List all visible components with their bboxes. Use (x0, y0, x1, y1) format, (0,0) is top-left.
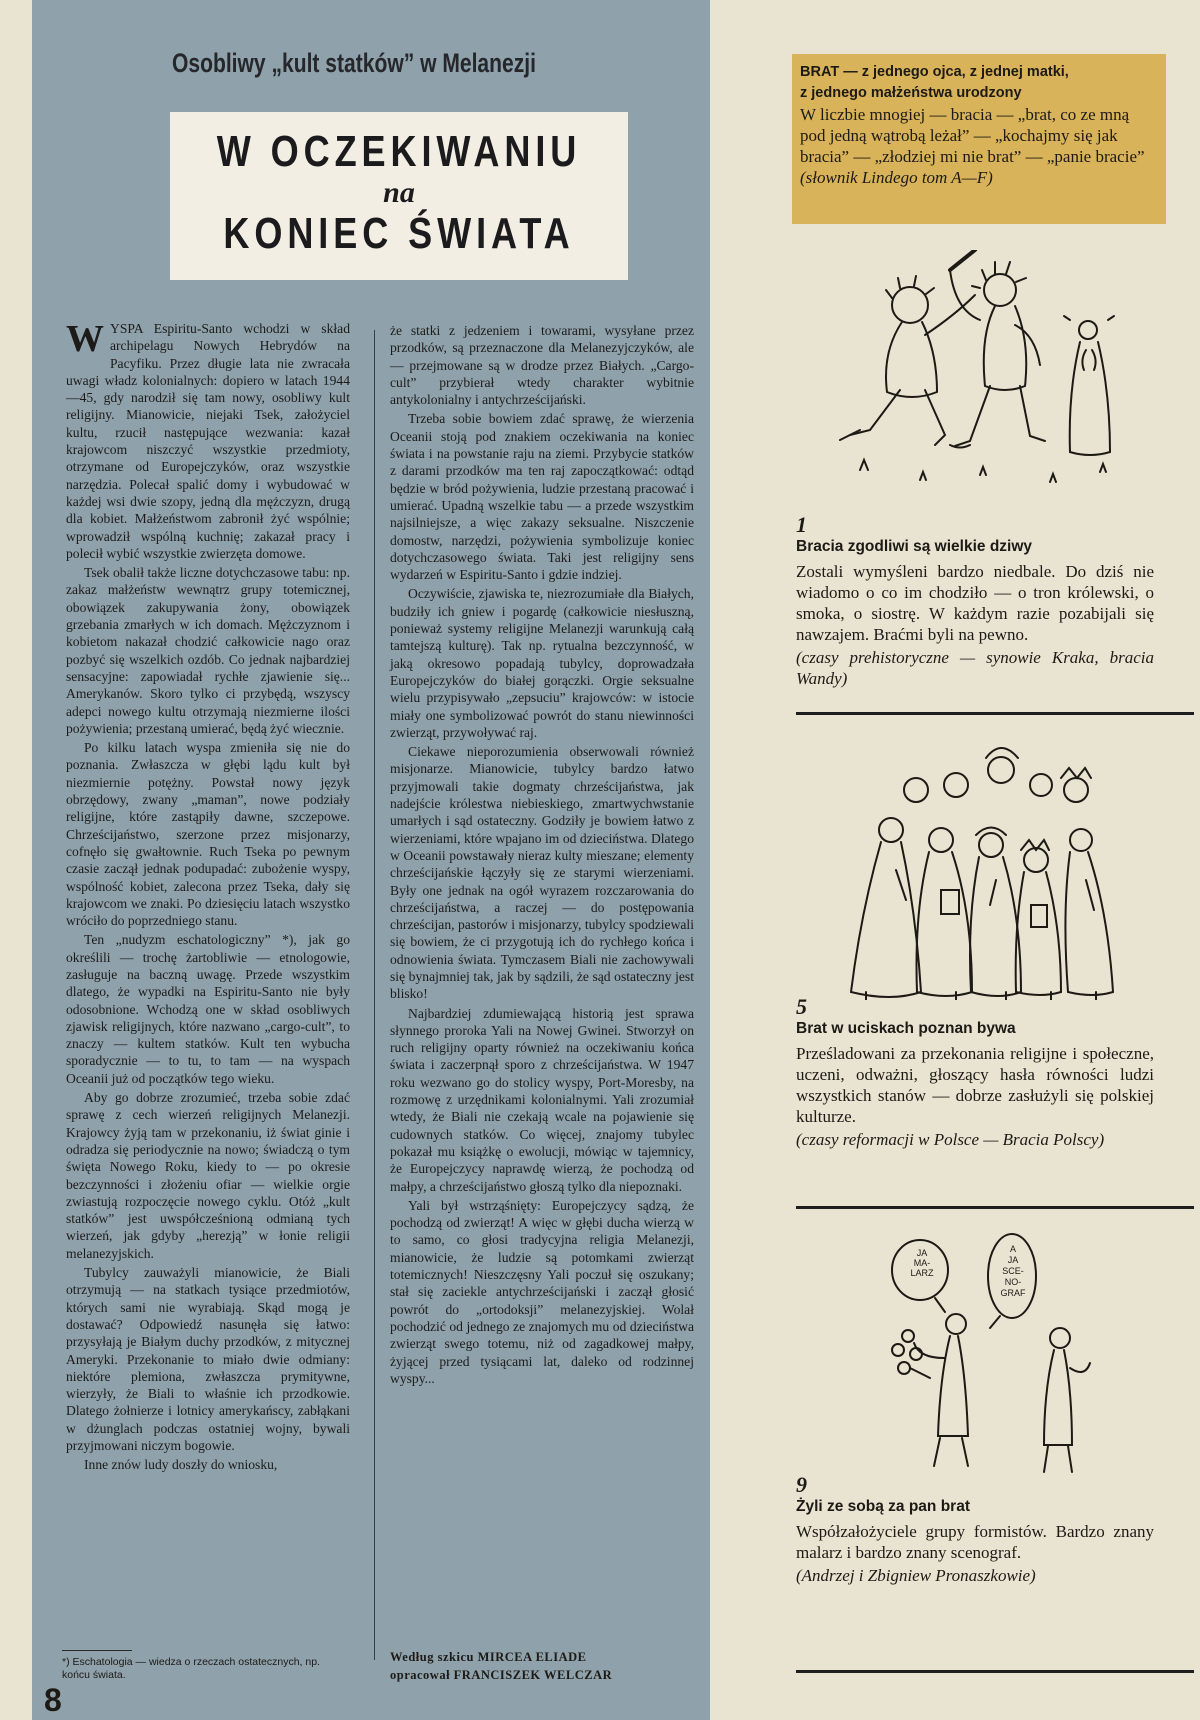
entry-divider (796, 1670, 1194, 1673)
entry-5 (796, 996, 1154, 1150)
article-paragraph: Tsek obalił także liczne dotychczasowe tabu: np. zakaz małżeństw wewnątrz grupy totemicznej, obowiązek zakupywania żony, obowiązek grzebania zmarłych w ich domach. Mężczyznom i kobietom nakazał chodzić całkowicie nago oraz pozbyć się wszelkich ozdób. Co jednak najbardziej sensacyjne: zapowiadał rychłe zjawienie się... Amerykanów. Skoro tylko ci przybędą, wszyscy adepci nowego kultu otrzymają niezmierne ilości pożywienia; przestaną umierać, będą żyć wiecznie. (66, 565, 350, 736)
speech-bubble-right: A JA SCE- NO- GRAF (1000, 1244, 1026, 1298)
article-paragraph: WYSPA Espiritu-Santo wchodzi w skład archipelagu Nowych Hebrydów na Pacyfiku. Przez długie lata nie zwracała uwagi władz kolonialnych: dopiero w latach 1944—45, gdy narodził się tam nowy, osobliwy kult religijny. Mianowicie, niejaki Tsek, założyciel kultu, rzucił następujące wezwania: kazał krajowcom niszczyć wszystkie przedmioty, otrzymane od Europejczyków, oraz wszystkie narzędzia. Polecał spalić domy i wybudować w każdej wsi dwie szopy, jedną dla mężczyzn, drugą dla kobiet. Małżeństwom zabronił żyć wspólnie; wprowadził wspólną kuchnię; zakazał pracy i polecił wybić wszystkie zwierzęta domowe. (66, 318, 350, 561)
byline-author: Według szkicu MIRCEA ELIADE (390, 1650, 587, 1664)
definition-body: W liczbie mnogiej — bracia — „brat, co ze mną pod jedną wątrobą leżał” — „kochajmy się jak bracia” — „złodziej mi nie brat” — „panie bracie” (800, 105, 1145, 166)
definition-source: (słownik Lindego tom A—F) (800, 168, 993, 187)
entry-heading: Żyli ze sobą za pan brat (796, 1498, 970, 1515)
entry-9 (796, 1474, 1154, 1586)
article-column-2 (390, 322, 694, 1389)
title-na: na (383, 176, 415, 209)
article-kicker: Osobliwy „kult statków” w Melanezji (172, 48, 536, 78)
article-paragraph: Ciekawe nieporozumienia obserwowali również misjonarze. Mianowicie, tubylcy bardzo łatwo przyjmowali takie dogmaty chrześcijaństwa, jak nadejście królestwa niebieskiego, zmartwychwstanie umarłych i sąd ostateczny. Godziły je bowiem łatwo z wierzeniami, które wpajano im od dzieciństwa. Dlatego w Oceanii powstawały nieraz kulty mieszane; elementy chrześcijańskie łączyły się ze starymi wierzeniami. Były one jednak na ogół wyrazem rozczarowania do chrześcijaństwa, a raczej — do postępowania chrześcijan, pastorów i misjonarzy, tubylcy spodziewali się bowiem, że ci przygotują ich do rychłego końca i odnowienia świata. Tymczasem Biali nie zachowywali się bynajmniej tak, jak by sądzili, że sąd ostateczny jest blisko! (390, 744, 694, 1002)
article-paragraph: Inne znów ludy doszły do wniosku, (84, 1457, 278, 1473)
entry-body: Współzałożyciele grupy formistów. Bardzo znany malarz i bardzo znany scenograf. (796, 1522, 1154, 1562)
article-paragraph: Tubylcy zauważyli mianowicie, że Biali otrzymują — na statkach tysiące przedmiotów, których sami nie wyrabiają. Skąd mogą je dostawać? Odpowiedź nasunęła się łatwo: przysyłają je Białym duchy przodków, z mitycznej Ameryki. Przekonanie to miało dwie odmiany: niektóre plemiona, zwłaszcza prymitywne, wierzyły, że Biali to właśnie ich przodkowie. Dlatego żołnierze i lotnicy amerykańscy, zabłąkani w dżunglach podczas ostatniej wojny, bywali przyjmowani niczym bogowie. (66, 1265, 350, 1453)
title-line-2: KONIEC ŚWIATA (223, 209, 575, 258)
entry-1 (796, 514, 1154, 689)
painter-and-scenographer-illustration (880, 1228, 1110, 1480)
title-line-1: W OCZEKIWANIU (216, 127, 582, 176)
entry-heading: Bracia zgodliwi są wielkie dziwy (796, 538, 1033, 555)
entry-number: 5 (796, 994, 807, 1019)
article-paragraph: Yali był wstrząśnięty: Europejczycy sądzą, że pochodzą od zwierząt! A więc w głębi ducha wierzą w to samo, co głosi tradycyjna religia Melanezji, mianowicie, że ludzie są potomkami zwierząt totemicznych! Nieszczęsny Yali poczuł się oszukany; stał się zaciekle antychrześcijański i zaczął głosić powrót do „ortodoksji” melanezyjskiej. Wolał pochodzić od jednego ze znajomych mu od dzieciństwa zwierząt swego totemu, niż od zagadkowej małpy, żyjącej przed tysiącami lat, daleko od rodzinnej wyspy... (390, 1197, 694, 1386)
article-paragraph: Aby go dobrze zrozumieć, trzeba sobie zdać sprawę z cech wierzeń religijnych Melanezji. Krajowcy żyją tam w przekonaniu, iż świat ginie i odradza się periodycznie na nowo; świadczą o tym święta Nowego Roku, kiedy to — po okresie bezczynności i złożeniu ofiar — wielkie orgie zwiastują rozpoczęcie nowego cyklu. Otóż „kult statków” jest uwspółcześnioną odmianą tych wierzeń, jak gdyby „herezją” w łonie religii melanezyjskich. (66, 1090, 350, 1261)
fighting-brothers-illustration (830, 250, 1130, 490)
group-of-brethren-illustration (846, 730, 1116, 1000)
entry-divider (796, 712, 1194, 715)
article-paragraph: Oczywiście, zjawiska te, niezrozumiałe dla Białych, budziły ich gniew i pogardę (całkowicie niesłuszną, ponieważ systemy religijne Melanezji warunkują całą tamtejszą kulturę). Tak np. rytualna bezczynność, w jaką okresowo popadają tubylcy, doprowadzała Europejczyków do białej gorączki. Orgie seksualne wielu przypisywało „zepsuciu” krajowców: w istocie miały one symbolizować powrót do stanu niewinności zwierząt, przywoływać raj. (390, 586, 694, 740)
article-paragraph: że statki z jedzeniem i towarami, wysyłane przez przodków, są przeznaczone dla Melanezyjczyków, ale — przejmowane są w drodze przez Białych. „Cargo-cult” przybierał wtedy charakter wybitnie antykolonialny i antychrześcijański. (390, 323, 694, 408)
entry-body: Prześladowani za przekonania religijne i społeczne, uczeni, odważni, głoszący hasła równości ludzi wszystkich stanów — dobrze zasłużyli się polskiej kulturze. (796, 1044, 1154, 1126)
definition-head-line-2: z jednego małżeństwa urodzony (800, 85, 1022, 101)
entry-source: (czasy prehistoryczne — synowie Kraka, bracia Wandy) (796, 648, 1154, 688)
entry-body: Zostali wymyśleni bardzo niedbale. Do dziś nie wiadomo o co im chodziło — o tron królewski, o smoka, o siostrę. W każdym razie pozabijali się nawzajem. Braćmi byli na pewno. (796, 562, 1154, 644)
footnote: *) Eschatologia — wiedza o rzeczach ostatecznych, np. końcu świata. (62, 1656, 320, 1681)
article-paragraph: Po kilku latach wyspa zmieniła się nie do poznania. Zwłaszcza w głębi lądu kult był niezmiernie potężny. Powstał nowy język obrzędowy, zwany „maman”, nowe podziały religijne, które zastąpiły dawne, szczepowe. Chrześcijaństwo, szerzone przez misjonarzy, cofnęło się gwałtownie. Ruch Tseka po pewnym czasie zaczął jednak podupadać: zubożenie wyspy, wspólność kobiet, zalecona przez Tseka, dały się krajowcom we znaki. Po dziesięciu latach wszystko wróciło do poprzedniego stanu. (66, 740, 350, 929)
definition-head-line-1: BRAT — z jednego ojca, z jednej matki, (800, 64, 1069, 80)
article-paragraph: Ten „nudyzm eschatologiczny” *), jak go określili — trochę żartobliwie — etnologowie, zasługuje na baczną uwagę. Przede wszystkim dlatego, że wypadki na Espiritu-Santo nie były odosobnione. Wchodzą one w skład osobliwych zjawisk religijnych, które nazwano „cargo-cult”, to znaczy — kultem statków. Kult ten wybucha sporadycznie — to tu, to tam — na wyspach Oceanii już od początków tego wieku. (66, 932, 350, 1086)
entry-number: 1 (796, 512, 807, 537)
byline-editor: opracował FRANCISZEK WELCZAR (390, 1668, 613, 1682)
dropcap: W (66, 318, 104, 360)
entry-number: 9 (796, 1472, 807, 1497)
footnote-rule (62, 1650, 132, 1651)
page-number: 8 (44, 1682, 62, 1718)
entry-heading: Brat w uciskach poznan bywa (796, 1020, 1016, 1037)
article-column-1 (66, 320, 350, 1476)
entry-divider (796, 1206, 1194, 1209)
column-divider (374, 330, 375, 1660)
definition-box (792, 54, 1166, 224)
entry-source: (czasy reformacji w Polsce — Bracia Polscy) (796, 1130, 1105, 1149)
article-paragraph: Najbardziej zdumiewającą historią jest sprawa słynnego proroka Yali na Nowej Gwinei. Stworzył on ruch religijny oparty również na oczekiwaniu końca świata i zaczerpnął sporo z chrześcijaństwa. W 1947 roku wezwano go do stolicy wyspy, Port-Moresby, na rozmowę z urzędnikami kolonialnymi. Yali zrozumiał wtedy, że Biali nie czekają wcale na pojawienie się cudownych statków. Co więcej, znajomy tubylec pokazał mu książkę o ewolucji, mówiąc w tajemnicy, że Europejczycy naprawdę wierzą, że pochodzą od małpy, a chrześcijaństwo głoszą tylko dla niepoznaki. (390, 1005, 694, 1194)
byline (390, 1648, 694, 1684)
article-title-box (170, 112, 628, 280)
speech-bubble-left: JA MA- LARZ (910, 1248, 934, 1278)
entry-source: (Andrzej i Zbigniew Pronaszkowie) (796, 1566, 1036, 1585)
article-paragraph: Trzeba sobie bowiem zdać sprawę, że wierzenia Oceanii stoją pod znakiem oczekiwania na koniec świata i na powstanie raju na ziemi. Przybycie statków z darami przodków ma ten raj zapoczątkować: odtąd będzie w bród pożywienia, ludzie przestaną pracować i umierać. Upadną wszelkie tabu — a przede wszystkim najsilniejsze, a więc zakazy seksualne. Niszczenie domostw, narzędzi, pożywienia symbolizuje koniec dotychczasowego świata. Taki jest religijny sens wydarzeń w Espiritu-Santo i gdzie indziej. (390, 411, 694, 583)
